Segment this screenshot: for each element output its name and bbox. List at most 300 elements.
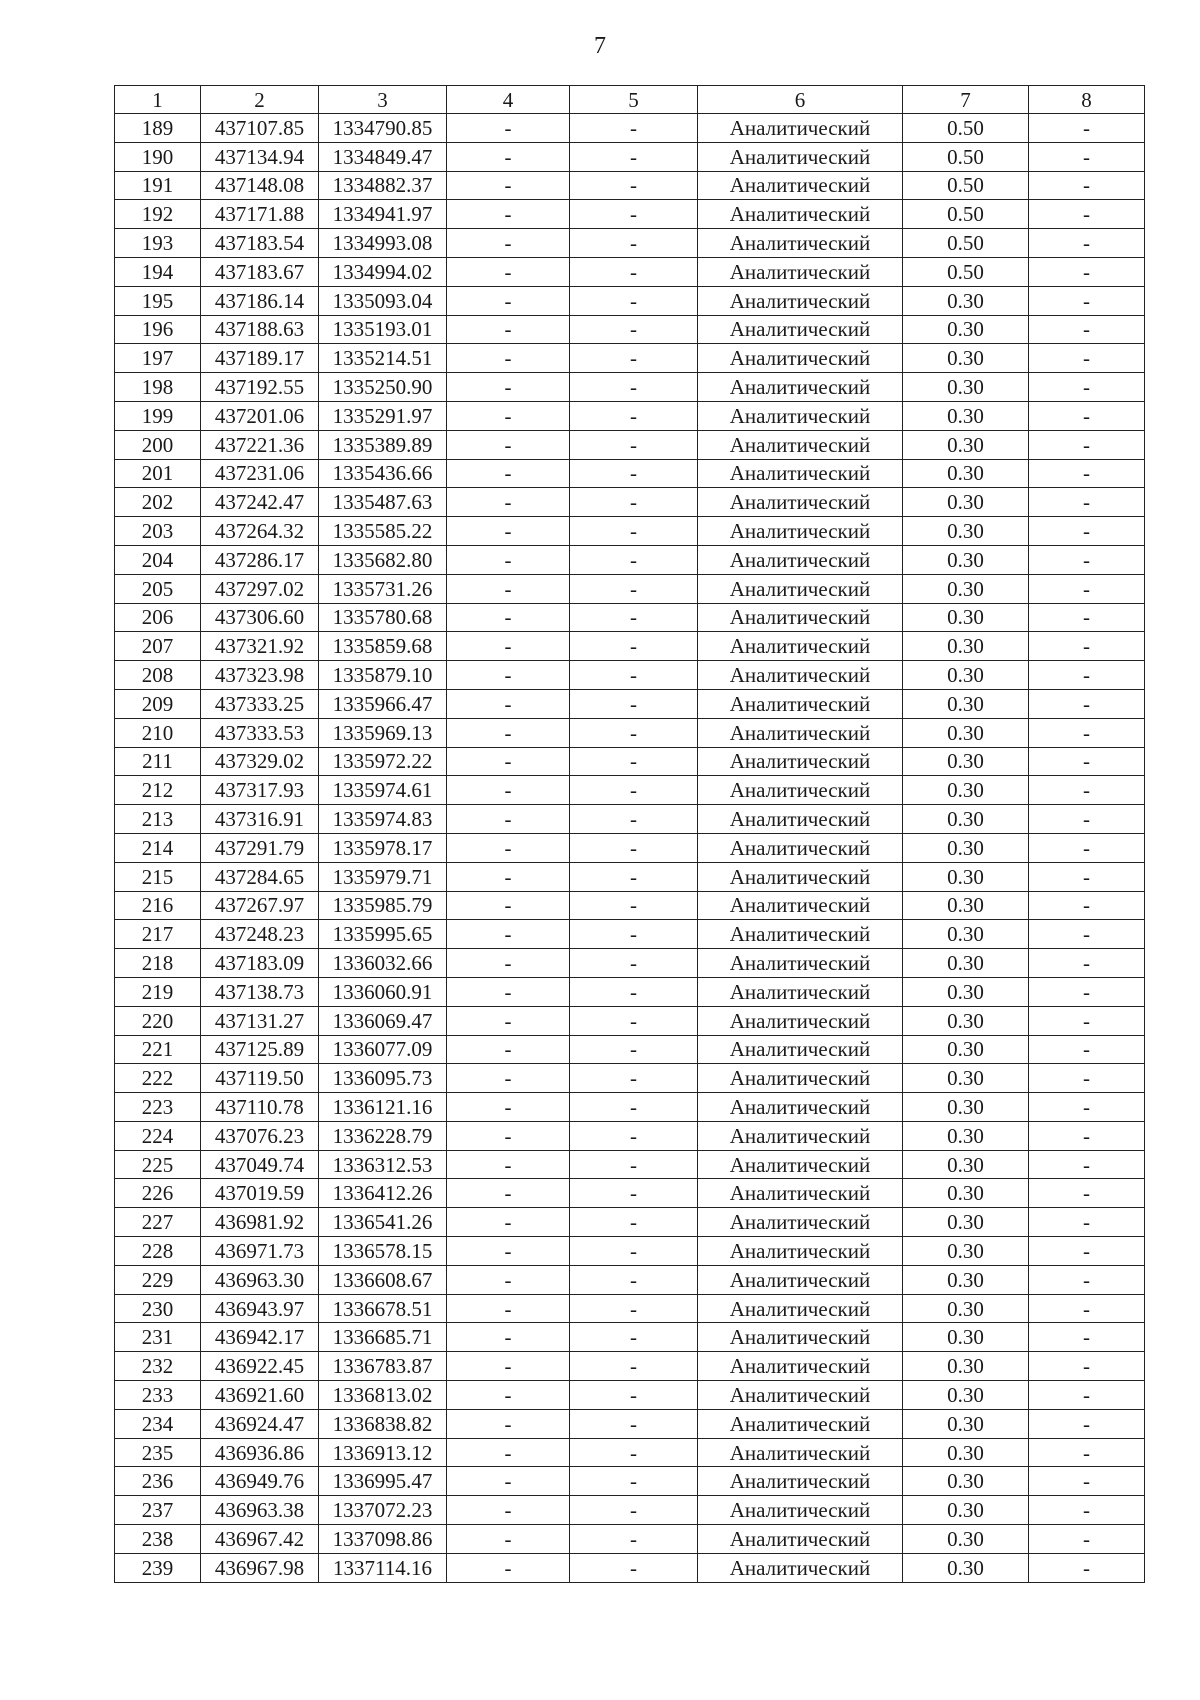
table-cell-col-4: -	[447, 1438, 570, 1467]
table-cell-col-5: -	[570, 891, 698, 920]
table-cell-col-7: 0.30	[903, 1409, 1029, 1438]
table-row	[115, 257, 1145, 286]
table-cell-col-7: 0.30	[903, 805, 1029, 834]
table-cell-col-7: 0.30	[903, 718, 1029, 747]
table-cell-col-8: -	[1029, 1179, 1145, 1208]
table-cell-col-7: 0.30	[903, 1352, 1029, 1381]
table-cell-col-3: 1335731.26	[319, 574, 447, 603]
table-cell-col-4: -	[447, 286, 570, 315]
table-cell-col-4: -	[447, 1006, 570, 1035]
table-cell-col-8: -	[1029, 891, 1145, 920]
table-cell-col-5: -	[570, 344, 698, 373]
table-row	[115, 1035, 1145, 1064]
table-cell-col-3: 1335972.22	[319, 747, 447, 776]
table-cell-col-6: Аналитический	[698, 689, 903, 718]
table-cell-col-6: Аналитический	[698, 1352, 903, 1381]
table-cell-col-6: Аналитический	[698, 661, 903, 690]
table-cell-col-5: -	[570, 1467, 698, 1496]
table-row	[115, 1006, 1145, 1035]
table-row	[115, 833, 1145, 862]
table-cell-col-2: 437316.91	[201, 805, 319, 834]
table-cell-col-3: 1335193.01	[319, 315, 447, 344]
table-cell-col-3: 1336312.53	[319, 1150, 447, 1179]
table-cell-col-2: 437333.53	[201, 718, 319, 747]
table-cell-col-4: -	[447, 1409, 570, 1438]
table-cell-col-2: 436981.92	[201, 1208, 319, 1237]
table-cell-col-2: 436924.47	[201, 1409, 319, 1438]
table-cell-col-4: -	[447, 1093, 570, 1122]
table-cell-col-1: 211	[115, 747, 201, 776]
table-cell-col-2: 436967.98	[201, 1553, 319, 1582]
table-cell-col-4: -	[447, 1208, 570, 1237]
table-cell-col-3: 1335995.65	[319, 920, 447, 949]
table-cell-col-4: -	[447, 1035, 570, 1064]
table-cell-col-4: -	[447, 488, 570, 517]
table-cell-col-5: -	[570, 603, 698, 632]
table-cell-col-7: 0.30	[903, 401, 1029, 430]
table-cell-col-1: 191	[115, 171, 201, 200]
table-cell-col-2: 437188.63	[201, 315, 319, 344]
table-cell-col-5: -	[570, 1323, 698, 1352]
table-cell-col-3: 1335969.13	[319, 718, 447, 747]
table-cell-col-1: 221	[115, 1035, 201, 1064]
table-row	[115, 689, 1145, 718]
table-cell-col-8: -	[1029, 949, 1145, 978]
table-cell-col-6: Аналитический	[698, 229, 903, 258]
table-cell-col-2: 437076.23	[201, 1121, 319, 1150]
table-cell-col-6: Аналитический	[698, 1294, 903, 1323]
table-row	[115, 1121, 1145, 1150]
table-cell-col-3: 1335974.61	[319, 776, 447, 805]
table-cell-col-7: 0.50	[903, 142, 1029, 171]
table-row	[115, 1237, 1145, 1266]
table-cell-col-3: 1335966.47	[319, 689, 447, 718]
table-cell-col-6: Аналитический	[698, 1496, 903, 1525]
table-cell-col-1: 236	[115, 1467, 201, 1496]
table-cell-col-1: 204	[115, 545, 201, 574]
table-cell-col-5: -	[570, 776, 698, 805]
table-cell-col-2: 436963.38	[201, 1496, 319, 1525]
table-cell-col-3: 1336095.73	[319, 1064, 447, 1093]
table-cell-col-4: -	[447, 776, 570, 805]
table-cell-col-1: 233	[115, 1381, 201, 1410]
table-cell-col-5: -	[570, 689, 698, 718]
table-row	[115, 1265, 1145, 1294]
table-cell-col-7: 0.30	[903, 1323, 1029, 1352]
table-cell-col-6: Аналитический	[698, 603, 903, 632]
table-cell-col-5: -	[570, 1064, 698, 1093]
table-cell-col-1: 194	[115, 257, 201, 286]
table-cell-col-4: -	[447, 430, 570, 459]
table-cell-col-7: 0.50	[903, 257, 1029, 286]
table-cell-col-1: 207	[115, 632, 201, 661]
table-cell-col-4: -	[447, 805, 570, 834]
table-cell-col-7: 0.30	[903, 776, 1029, 805]
table-cell-col-3: 1336228.79	[319, 1121, 447, 1150]
table-cell-col-2: 437297.02	[201, 574, 319, 603]
table-cell-col-5: -	[570, 142, 698, 171]
table-cell-col-5: -	[570, 257, 698, 286]
table-cell-col-1: 195	[115, 286, 201, 315]
table-cell-col-8: -	[1029, 805, 1145, 834]
table-cell-col-4: -	[447, 574, 570, 603]
table-cell-col-6: Аналитический	[698, 1438, 903, 1467]
table-cell-col-4: -	[447, 661, 570, 690]
table-cell-col-3: 1336032.66	[319, 949, 447, 978]
table-cell-col-4: -	[447, 344, 570, 373]
table-cell-col-4: -	[447, 1150, 570, 1179]
table-row	[115, 1553, 1145, 1582]
table-row	[115, 920, 1145, 949]
table-cell-col-2: 437049.74	[201, 1150, 319, 1179]
table-cell-col-8: -	[1029, 1035, 1145, 1064]
table-cell-col-3: 1335780.68	[319, 603, 447, 632]
table-cell-col-2: 437317.93	[201, 776, 319, 805]
table-cell-col-8: -	[1029, 545, 1145, 574]
table-cell-col-2: 436963.30	[201, 1265, 319, 1294]
table-cell-col-2: 437284.65	[201, 862, 319, 891]
table-cell-col-1: 189	[115, 114, 201, 143]
table-cell-col-3: 1336541.26	[319, 1208, 447, 1237]
table-cell-col-5: -	[570, 1035, 698, 1064]
table-cell-col-3: 1334941.97	[319, 200, 447, 229]
table-cell-col-1: 212	[115, 776, 201, 805]
table-cell-col-6: Аналитический	[698, 1265, 903, 1294]
table-cell-col-4: -	[447, 459, 570, 488]
table-cell-col-7: 0.30	[903, 488, 1029, 517]
table-cell-col-7: 0.30	[903, 1064, 1029, 1093]
column-header-7: 7	[903, 86, 1029, 114]
table-cell-col-8: -	[1029, 517, 1145, 546]
table-cell-col-6: Аналитический	[698, 257, 903, 286]
table-row	[115, 459, 1145, 488]
table-cell-col-4: -	[447, 1525, 570, 1554]
table-cell-col-1: 216	[115, 891, 201, 920]
table-body	[115, 114, 1145, 1583]
table-cell-col-6: Аналитический	[698, 1179, 903, 1208]
table-cell-col-4: -	[447, 891, 570, 920]
table-cell-col-4: -	[447, 171, 570, 200]
table-cell-col-8: -	[1029, 1237, 1145, 1266]
table-cell-col-2: 437189.17	[201, 344, 319, 373]
table-cell-col-3: 1335978.17	[319, 833, 447, 862]
table-cell-col-6: Аналитический	[698, 747, 903, 776]
table-row	[115, 1064, 1145, 1093]
table-cell-col-6: Аналитический	[698, 171, 903, 200]
table-cell-col-5: -	[570, 517, 698, 546]
table-cell-col-4: -	[447, 1352, 570, 1381]
table-cell-col-7: 0.30	[903, 1467, 1029, 1496]
table-cell-col-8: -	[1029, 1352, 1145, 1381]
table-cell-col-1: 201	[115, 459, 201, 488]
table-cell-col-5: -	[570, 401, 698, 430]
table-cell-col-4: -	[447, 200, 570, 229]
table-cell-col-6: Аналитический	[698, 1208, 903, 1237]
table-cell-col-1: 197	[115, 344, 201, 373]
table-cell-col-4: -	[447, 1294, 570, 1323]
table-cell-col-6: Аналитический	[698, 1381, 903, 1410]
table-cell-col-7: 0.30	[903, 920, 1029, 949]
table-row	[115, 1525, 1145, 1554]
table-cell-col-7: 0.30	[903, 977, 1029, 1006]
table-cell-col-8: -	[1029, 430, 1145, 459]
table-cell-col-4: -	[447, 545, 570, 574]
table-cell-col-7: 0.30	[903, 315, 1029, 344]
table-cell-col-2: 436971.73	[201, 1237, 319, 1266]
table-cell-col-4: -	[447, 1323, 570, 1352]
table-cell-col-2: 436921.60	[201, 1381, 319, 1410]
table-cell-col-3: 1335585.22	[319, 517, 447, 546]
table-cell-col-1: 228	[115, 1237, 201, 1266]
table-cell-col-1: 217	[115, 920, 201, 949]
table-cell-col-4: -	[447, 862, 570, 891]
table-cell-col-7: 0.30	[903, 747, 1029, 776]
table-cell-col-1: 210	[115, 718, 201, 747]
table-cell-col-1: 214	[115, 833, 201, 862]
table-cell-col-2: 437134.94	[201, 142, 319, 171]
table-cell-col-7: 0.30	[903, 632, 1029, 661]
table-row	[115, 1208, 1145, 1237]
table-cell-col-8: -	[1029, 488, 1145, 517]
table-cell-col-2: 437183.09	[201, 949, 319, 978]
table-cell-col-8: -	[1029, 689, 1145, 718]
table-cell-col-3: 1335250.90	[319, 373, 447, 402]
table-cell-col-8: -	[1029, 401, 1145, 430]
table-cell-col-2: 437201.06	[201, 401, 319, 430]
table-cell-col-3: 1336995.47	[319, 1467, 447, 1496]
table-row	[115, 373, 1145, 402]
table-row	[115, 1438, 1145, 1467]
table-cell-col-7: 0.30	[903, 891, 1029, 920]
table-cell-col-6: Аналитический	[698, 632, 903, 661]
table-cell-col-5: -	[570, 977, 698, 1006]
table-cell-col-7: 0.30	[903, 373, 1029, 402]
table-cell-col-7: 0.30	[903, 430, 1029, 459]
table-cell-col-2: 437107.85	[201, 114, 319, 143]
table-cell-col-4: -	[447, 257, 570, 286]
table-cell-col-8: -	[1029, 200, 1145, 229]
table-cell-col-5: -	[570, 315, 698, 344]
table-row	[115, 1496, 1145, 1525]
table-cell-col-8: -	[1029, 171, 1145, 200]
table-cell-col-5: -	[570, 1352, 698, 1381]
column-header-8: 8	[1029, 86, 1145, 114]
table-cell-col-7: 0.30	[903, 1381, 1029, 1410]
table-cell-col-4: -	[447, 315, 570, 344]
table-cell-col-7: 0.30	[903, 574, 1029, 603]
table-cell-col-8: -	[1029, 862, 1145, 891]
table-cell-col-5: -	[570, 1525, 698, 1554]
table-cell-col-6: Аналитический	[698, 1093, 903, 1122]
table-cell-col-4: -	[447, 142, 570, 171]
table-cell-col-3: 1337072.23	[319, 1496, 447, 1525]
table-cell-col-5: -	[570, 114, 698, 143]
table-cell-col-1: 227	[115, 1208, 201, 1237]
table-row	[115, 229, 1145, 258]
table-cell-col-5: -	[570, 747, 698, 776]
table-cell-col-2: 437231.06	[201, 459, 319, 488]
table-cell-col-1: 219	[115, 977, 201, 1006]
table-cell-col-1: 213	[115, 805, 201, 834]
table-cell-col-3: 1336578.15	[319, 1237, 447, 1266]
table-cell-col-7: 0.30	[903, 1265, 1029, 1294]
column-header-4: 4	[447, 86, 570, 114]
table-cell-col-8: -	[1029, 1294, 1145, 1323]
table-cell-col-1: 235	[115, 1438, 201, 1467]
table-cell-col-4: -	[447, 1467, 570, 1496]
table-cell-col-6: Аналитический	[698, 114, 903, 143]
table-cell-col-4: -	[447, 747, 570, 776]
table-row	[115, 401, 1145, 430]
table-cell-col-7: 0.30	[903, 1006, 1029, 1035]
table-cell-col-4: -	[447, 373, 570, 402]
table-cell-col-8: -	[1029, 1438, 1145, 1467]
table-cell-col-8: -	[1029, 574, 1145, 603]
table-cell-col-2: 437125.89	[201, 1035, 319, 1064]
table-cell-col-4: -	[447, 603, 570, 632]
table-cell-col-6: Аналитический	[698, 1150, 903, 1179]
table-cell-col-6: Аналитический	[698, 1237, 903, 1266]
table-cell-col-8: -	[1029, 459, 1145, 488]
table-cell-col-6: Аналитический	[698, 920, 903, 949]
table-cell-col-6: Аналитический	[698, 1064, 903, 1093]
table-cell-col-8: -	[1029, 1467, 1145, 1496]
table-cell-col-5: -	[570, 1150, 698, 1179]
table-cell-col-3: 1335979.71	[319, 862, 447, 891]
table-cell-col-7: 0.50	[903, 114, 1029, 143]
table-cell-col-8: -	[1029, 315, 1145, 344]
table-cell-col-5: -	[570, 718, 698, 747]
table-cell-col-6: Аналитический	[698, 833, 903, 862]
table-cell-col-8: -	[1029, 142, 1145, 171]
table-cell-col-7: 0.30	[903, 1525, 1029, 1554]
table-row	[115, 1323, 1145, 1352]
table-cell-col-7: 0.30	[903, 459, 1029, 488]
page-number: 7	[594, 33, 606, 59]
table-cell-col-4: -	[447, 1179, 570, 1208]
table-cell-col-7: 0.30	[903, 1093, 1029, 1122]
table-cell-col-3: 1336121.16	[319, 1093, 447, 1122]
table-cell-col-8: -	[1029, 344, 1145, 373]
table-cell-col-6: Аналитический	[698, 286, 903, 315]
table-cell-col-8: -	[1029, 1150, 1145, 1179]
table-row	[115, 747, 1145, 776]
table-cell-col-1: 232	[115, 1352, 201, 1381]
table-cell-col-3: 1336913.12	[319, 1438, 447, 1467]
table-cell-col-3: 1336077.09	[319, 1035, 447, 1064]
table-cell-col-5: -	[570, 1294, 698, 1323]
table-cell-col-8: -	[1029, 661, 1145, 690]
table-cell-col-3: 1334994.02	[319, 257, 447, 286]
table-cell-col-2: 437323.98	[201, 661, 319, 690]
table-cell-col-8: -	[1029, 833, 1145, 862]
table-cell-col-4: -	[447, 1553, 570, 1582]
table-row	[115, 171, 1145, 200]
table-cell-col-8: -	[1029, 1265, 1145, 1294]
table-cell-col-6: Аналитический	[698, 1467, 903, 1496]
table-cell-col-2: 437186.14	[201, 286, 319, 315]
table-cell-col-8: -	[1029, 286, 1145, 315]
table-cell-col-4: -	[447, 517, 570, 546]
table-cell-col-6: Аналитический	[698, 718, 903, 747]
table-row	[115, 632, 1145, 661]
table-cell-col-2: 437138.73	[201, 977, 319, 1006]
table-cell-col-4: -	[447, 229, 570, 258]
table-cell-col-8: -	[1029, 1064, 1145, 1093]
table-cell-col-5: -	[570, 574, 698, 603]
table-cell-col-3: 1334849.47	[319, 142, 447, 171]
table-cell-col-2: 437248.23	[201, 920, 319, 949]
table-cell-col-3: 1335974.83	[319, 805, 447, 834]
table-cell-col-8: -	[1029, 1006, 1145, 1035]
table-cell-col-3: 1334790.85	[319, 114, 447, 143]
table-cell-col-3: 1337098.86	[319, 1525, 447, 1554]
table-cell-col-1: 196	[115, 315, 201, 344]
table-cell-col-5: -	[570, 200, 698, 229]
table-cell-col-1: 199	[115, 401, 201, 430]
table-cell-col-8: -	[1029, 1496, 1145, 1525]
table-cell-col-3: 1335214.51	[319, 344, 447, 373]
table-cell-col-6: Аналитический	[698, 1121, 903, 1150]
table-cell-col-4: -	[447, 1237, 570, 1266]
table-cell-col-6: Аналитический	[698, 891, 903, 920]
table-row	[115, 488, 1145, 517]
table-cell-col-2: 437019.59	[201, 1179, 319, 1208]
table-cell-col-5: -	[570, 1179, 698, 1208]
table-cell-col-5: -	[570, 1121, 698, 1150]
table-row	[115, 344, 1145, 373]
table-cell-col-6: Аналитический	[698, 1553, 903, 1582]
table-cell-col-6: Аналитический	[698, 459, 903, 488]
table-cell-col-1: 229	[115, 1265, 201, 1294]
table-cell-col-3: 1334993.08	[319, 229, 447, 258]
table-cell-col-3: 1336060.91	[319, 977, 447, 1006]
table-cell-col-7: 0.30	[903, 689, 1029, 718]
table-cell-col-3: 1335389.89	[319, 430, 447, 459]
table-cell-col-1: 205	[115, 574, 201, 603]
table-cell-col-5: -	[570, 488, 698, 517]
table-cell-col-2: 437267.97	[201, 891, 319, 920]
table-cell-col-1: 200	[115, 430, 201, 459]
table-cell-col-5: -	[570, 1265, 698, 1294]
table-cell-col-5: -	[570, 459, 698, 488]
table-cell-col-5: -	[570, 949, 698, 978]
table-cell-col-5: -	[570, 229, 698, 258]
table-cell-col-4: -	[447, 114, 570, 143]
table-cell-col-3: 1335093.04	[319, 286, 447, 315]
table-cell-col-4: -	[447, 949, 570, 978]
table-cell-col-4: -	[447, 1121, 570, 1150]
table-cell-col-1: 224	[115, 1121, 201, 1150]
table-cell-col-3: 1336838.82	[319, 1409, 447, 1438]
table-row	[115, 200, 1145, 229]
coordinates-table	[114, 85, 1145, 1583]
table-cell-col-1: 239	[115, 1553, 201, 1582]
table-cell-col-7: 0.30	[903, 545, 1029, 574]
table-row	[115, 1179, 1145, 1208]
table-cell-col-4: -	[447, 689, 570, 718]
table-cell-col-7: 0.30	[903, 1553, 1029, 1582]
table-row	[115, 718, 1145, 747]
table-cell-col-6: Аналитический	[698, 142, 903, 171]
table-cell-col-1: 220	[115, 1006, 201, 1035]
table-cell-col-3: 1336685.71	[319, 1323, 447, 1352]
table-cell-col-2: 437131.27	[201, 1006, 319, 1035]
table-cell-col-6: Аналитический	[698, 430, 903, 459]
table-cell-col-7: 0.30	[903, 1438, 1029, 1467]
table-cell-col-6: Аналитический	[698, 517, 903, 546]
table-cell-col-7: 0.30	[903, 1121, 1029, 1150]
